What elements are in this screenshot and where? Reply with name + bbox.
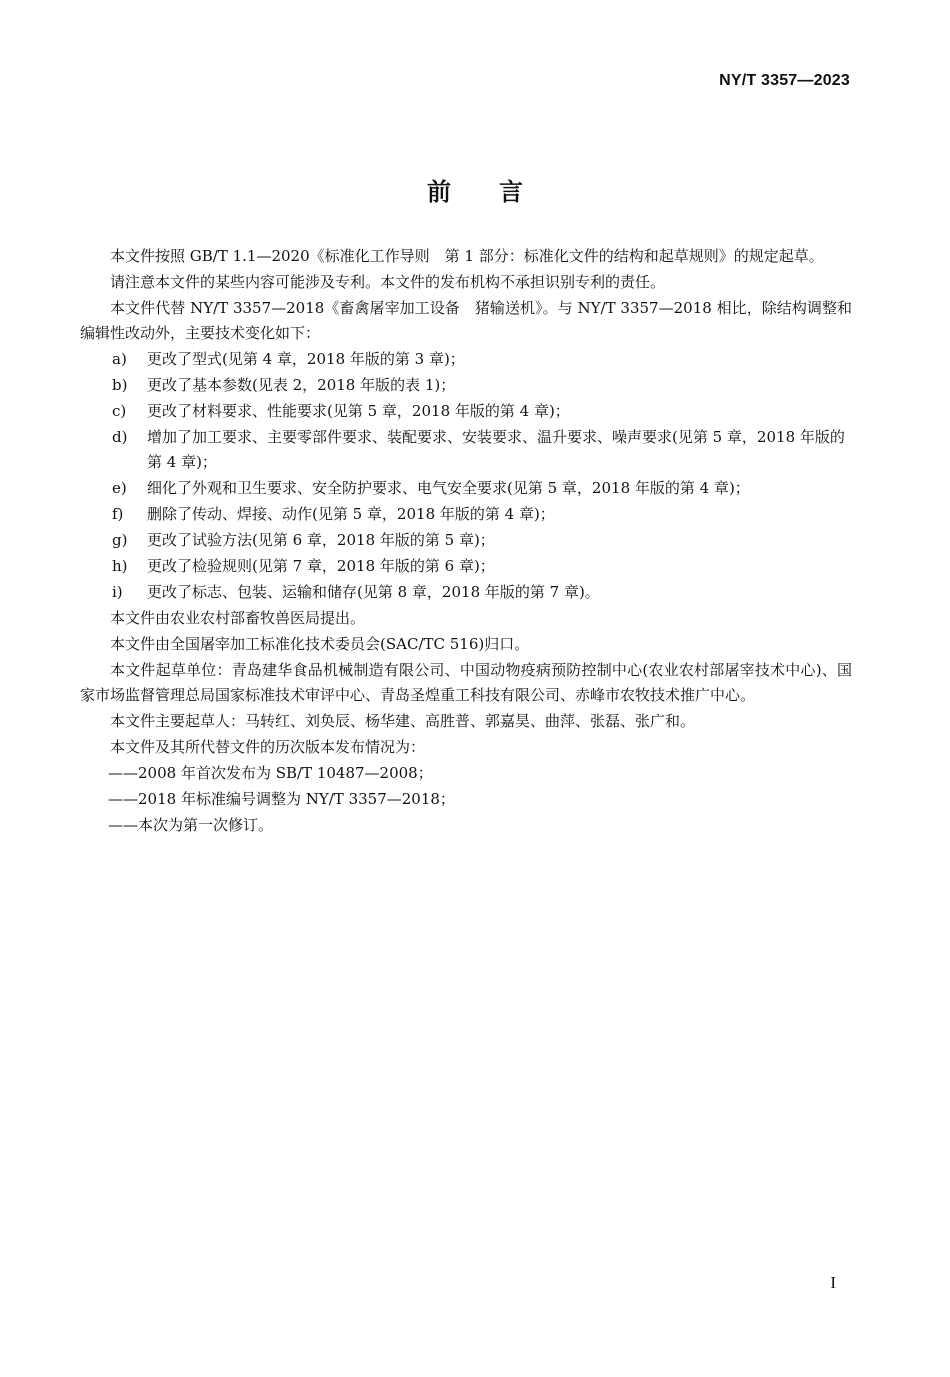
page-number: I bbox=[830, 1273, 836, 1292]
change-item bbox=[80, 399, 852, 424]
change-label: c) bbox=[112, 402, 127, 420]
change-text: 更改了材料要求、性能要求(见第 5 章，2018 年版的第 4 章)； bbox=[147, 402, 570, 420]
change-item bbox=[80, 476, 852, 501]
history-item: ——2018 年标准编号调整为 NY/T 3357—2018； bbox=[108, 790, 455, 808]
change-text: 细化了外观和卫生要求、安全防护要求、电气安全要求(见第 5 章，2018 年版的第 4 章)； bbox=[147, 479, 750, 497]
history-item: ——2008 年首次发布为 SB/T 10487—2008； bbox=[108, 764, 433, 782]
standard-code: NY/T 3357—2023 bbox=[719, 72, 850, 89]
change-label: h) bbox=[112, 557, 128, 575]
change-label: e) bbox=[112, 479, 127, 497]
change-label: b) bbox=[112, 376, 128, 394]
history-item: ——本次为第一次修订。 bbox=[108, 816, 274, 834]
page-title: 前言 bbox=[427, 178, 571, 206]
paragraph-history-intro: 本文件及其所代替文件的历次版本发布情况为： bbox=[110, 738, 426, 756]
paragraph-patent-notice: 请注意本文件的某些内容可能涉及专利。本文件的发布机构不承担识别专利的责任。 bbox=[110, 273, 666, 291]
change-text: 更改了试验方法(见第 6 章，2018 年版的第 5 章)； bbox=[147, 531, 495, 549]
change-text: 更改了基本参数(见表 2，2018 年版的表 1)； bbox=[147, 376, 456, 394]
change-label: i) bbox=[112, 583, 123, 601]
change-label: a) bbox=[112, 350, 127, 368]
change-item bbox=[80, 502, 852, 527]
paragraph-replacement: 本文件代替 NY/T 3357—2018《畜禽屠宰加工设备 猪输送机》。与 NY/T 3357—2018 相比，除结构调整和编辑性改动外，主要技术变化如下： bbox=[80, 299, 852, 342]
change-text: 增加了加工要求、主要零部件要求、装配要求、安装要求、温升要求、噪声要求(见第 5 章，2018 年版的第 4 章)； bbox=[147, 428, 845, 471]
change-label: g) bbox=[112, 531, 128, 549]
paragraph-drafting-rule: 本文件按照 GB/T 1.1—2020《标准化工作导则 第 1 部分：标准化文件的结构和起草规则》的规定起草。 bbox=[110, 247, 824, 265]
change-text: 删除了传动、焊接、动作(见第 5 章，2018 年版的第 4 章)； bbox=[147, 505, 555, 523]
paragraph-drafting-units: 本文件起草单位：青岛建华食品机械制造有限公司、中国动物疫病预防控制中心(农业农村部屠宰技术中心)、国家市场监督管理总局国家标准技术审评中心、青岛圣煌重工科技有限公司、赤峰市农牧技术推广中心。 bbox=[80, 661, 852, 704]
change-item bbox=[80, 528, 852, 553]
change-label: d) bbox=[112, 428, 128, 446]
foreword-body bbox=[80, 244, 852, 839]
paragraph-committee: 本文件由全国屠宰加工标准化技术委员会(SAC/TC 516)归口。 bbox=[110, 635, 530, 653]
change-text: 更改了检验规则(见第 7 章，2018 年版的第 6 章)； bbox=[147, 557, 495, 575]
change-item bbox=[80, 580, 852, 605]
change-text: 更改了标志、包装、运输和储存(见第 8 章，2018 年版的第 7 章)。 bbox=[147, 583, 600, 601]
change-item bbox=[80, 554, 852, 579]
change-item bbox=[80, 347, 852, 372]
paragraph-drafters: 本文件主要起草人：马转红、刘奂辰、杨华建、高胜普、郭嘉昊、曲萍、张磊、张广和。 bbox=[110, 712, 696, 730]
change-text: 更改了型式(见第 4 章，2018 年版的第 3 章)； bbox=[147, 350, 465, 368]
paragraph-proposer: 本文件由农业农村部畜牧兽医局提出。 bbox=[110, 609, 366, 627]
change-label: f) bbox=[112, 505, 124, 523]
change-item bbox=[80, 373, 852, 398]
change-item bbox=[80, 425, 852, 475]
